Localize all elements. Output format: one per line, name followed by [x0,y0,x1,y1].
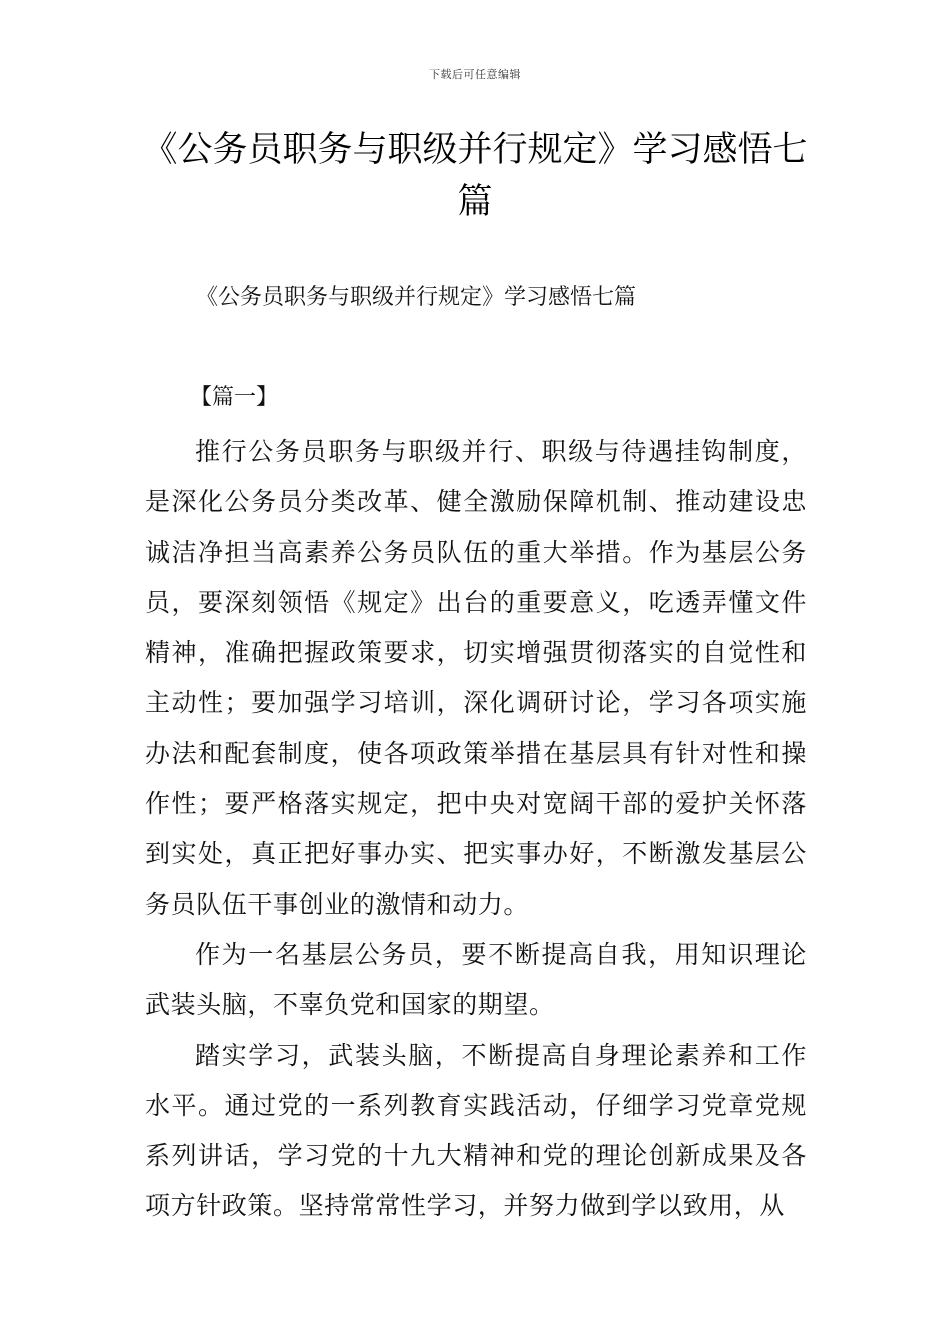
paragraph-1: 推行公务员职务与职级并行、职级与待遇挂钩制度，是深化公务员分类改革、健全激励保障机制、推动建设忠诚洁净担当高素养公务员队伍的重大举措。作为基层公务员，要深刻领悟《规定》出台的重要意义，吃透弄懂文件精神，准确把握政策要求，切实增强贯彻落实的自觉性和主动性；要加强学习培训，深化调研讨论，学习各项实施办法和配套制度，使各项政策举措在基层具有针对性和操作性；要严格落实规定，把中央对宽阔干部的爱护关怀落到实处，真正把好事办实、把实事办好，不断激发基层公务员队伍干事创业的激情和动力。 [145,437,807,919]
body-text [145,427,807,1232]
document-subtitle: 《公务员职务与职级并行规定》学习感悟七篇 [196,285,637,310]
paragraph-2: 作为一名基层公务员，要不断提高自我，用知识理论武装头脑，不辜负党和国家的期望。 [145,939,807,1020]
paragraph-3: 踏实学习，武装头脑，不断提高自身理论素养和工作水平。通过党的一系列教育实践活动，仔细学习党章党规系列讲话，学习党的十九大精神和党的理论创新成果及各项方针政策。坚持常常性学习，并努力做到学以致用，从 [145,1040,807,1221]
header-note: 下载后可任意编辑 [429,68,521,81]
section-label: 【篇一】 [190,385,279,410]
document-title: 《公务员职务与职级并行规定》学习感悟七篇 [142,130,808,222]
